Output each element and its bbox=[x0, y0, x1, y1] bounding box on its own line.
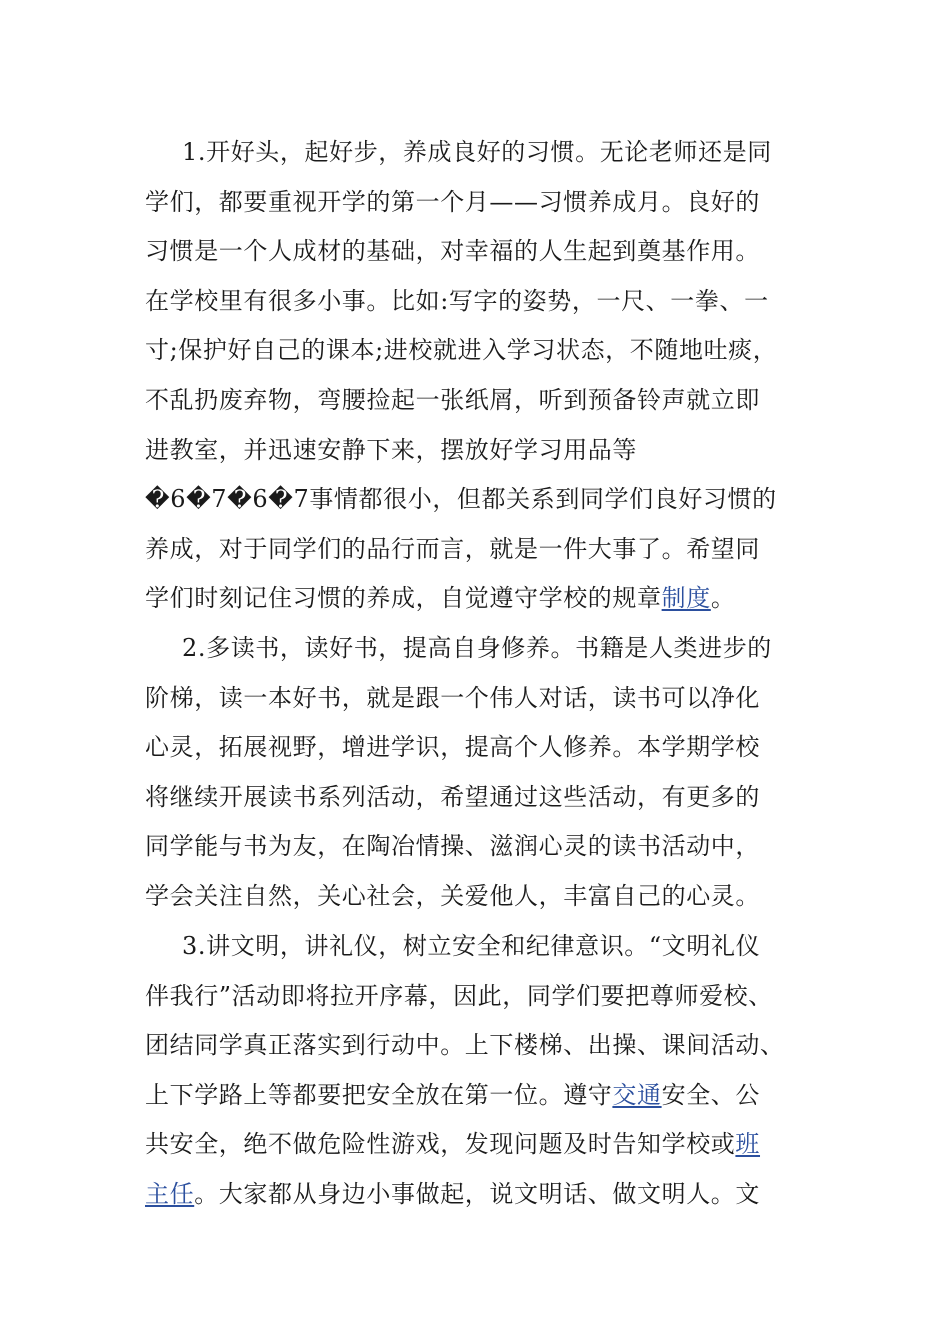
text-line bbox=[145, 525, 805, 575]
text-line bbox=[145, 426, 805, 476]
text-segment: 将继续开展读书系列活动，希望通过这些活动，有更多的 bbox=[145, 782, 760, 811]
text-segment: 不乱扔废弃物，弯腰捡起一张纸屑，听到预备铃声就立即 bbox=[145, 385, 760, 414]
text-segment: �6�7�6�7事情都很小，但都关系到同学们良好习惯的 bbox=[145, 485, 777, 514]
paragraph-habits bbox=[145, 128, 805, 624]
text-segment: 阶梯，读一本好书，就是跟一个伟人对话，读书可以净化 bbox=[145, 683, 760, 712]
text-segment: 团结同学真正落实到行动中。上下楼梯、出操、课间活动、 bbox=[145, 1031, 785, 1060]
text-line bbox=[145, 922, 805, 972]
text-line bbox=[145, 178, 805, 228]
text-line bbox=[145, 822, 805, 872]
text-line bbox=[145, 624, 805, 674]
text-segment: 安全、公 bbox=[661, 1080, 761, 1109]
text-line bbox=[145, 972, 805, 1022]
text-line bbox=[145, 1071, 805, 1121]
text-segment: 2.多读书，读好书，提高自身修养。书籍是人类进步的 bbox=[182, 634, 772, 662]
text-line bbox=[145, 574, 805, 624]
text-segment: 共安全，绝不做危险性游戏，发现问题及时告知学校或 bbox=[145, 1130, 736, 1159]
text-segment: 养成，对于同学们的品行而言，就是一件大事了。希望同 bbox=[145, 534, 760, 563]
text-line bbox=[145, 723, 805, 773]
text-segment: 同学能与书为友，在陶冶情操、滋润心灵的读书活动中， bbox=[145, 832, 760, 861]
keyword-link[interactable]: 主任 bbox=[145, 1179, 195, 1208]
text-segment: 学会关注自然，关心社会，关爱他人，丰富自己的心灵。 bbox=[145, 881, 760, 910]
text-segment: 心灵，拓展视野，增进学识，提高个人修养。本学期学校 bbox=[145, 733, 760, 762]
text-line bbox=[145, 475, 805, 525]
text-segment: 1.开好头，起好步，养成良好的习惯。无论老师还是同 bbox=[182, 138, 772, 166]
text-segment: 学们，都要重视开学的第一个月——习惯养成月。良好的 bbox=[145, 187, 760, 216]
keyword-link[interactable]: 制度 bbox=[661, 584, 711, 613]
paragraph-reading bbox=[145, 624, 805, 922]
text-line bbox=[145, 227, 805, 277]
text-line bbox=[145, 674, 805, 724]
text-line bbox=[145, 1021, 805, 1071]
text-line bbox=[145, 376, 805, 426]
text-segment: 上下学路上等都要把安全放在第一位。遵守 bbox=[145, 1080, 613, 1109]
text-segment: 学们时刻记住习惯的养成，自觉遵守学校的规章 bbox=[145, 584, 662, 613]
text-line bbox=[145, 1170, 805, 1220]
text-segment: 寸;保护好自己的课本;进校就进入学习状态，不随地吐痰， bbox=[145, 336, 778, 365]
text-line bbox=[145, 773, 805, 823]
keyword-link[interactable]: 班 bbox=[735, 1130, 761, 1159]
text-segment: 。 bbox=[710, 584, 736, 613]
text-segment: 伴我行”活动即将拉开序幕，因此，同学们要把尊师爱校、 bbox=[145, 981, 773, 1010]
text-segment: 。大家都从身边小事做起，说文明话、做文明人。文 bbox=[194, 1179, 761, 1208]
keyword-link[interactable]: 交通 bbox=[612, 1080, 662, 1109]
text-line bbox=[145, 1120, 805, 1170]
text-segment: 进教室，并迅速安静下来，摆放好学习用品等 bbox=[145, 435, 637, 464]
text-line bbox=[145, 128, 805, 178]
text-line bbox=[145, 326, 805, 376]
text-line bbox=[145, 277, 805, 327]
text-segment: 在学校里有很多小事。比如:写字的姿势，一尺、一拳、一 bbox=[145, 286, 769, 315]
text-segment: 习惯是一个人成材的基础，对幸福的人生起到奠基作用。 bbox=[145, 237, 760, 266]
paragraph-civility-safety bbox=[145, 922, 805, 1220]
text-segment: 3.讲文明，讲礼仪，树立安全和纪律意识。“文明礼仪 bbox=[182, 932, 761, 960]
text-line bbox=[145, 872, 805, 922]
